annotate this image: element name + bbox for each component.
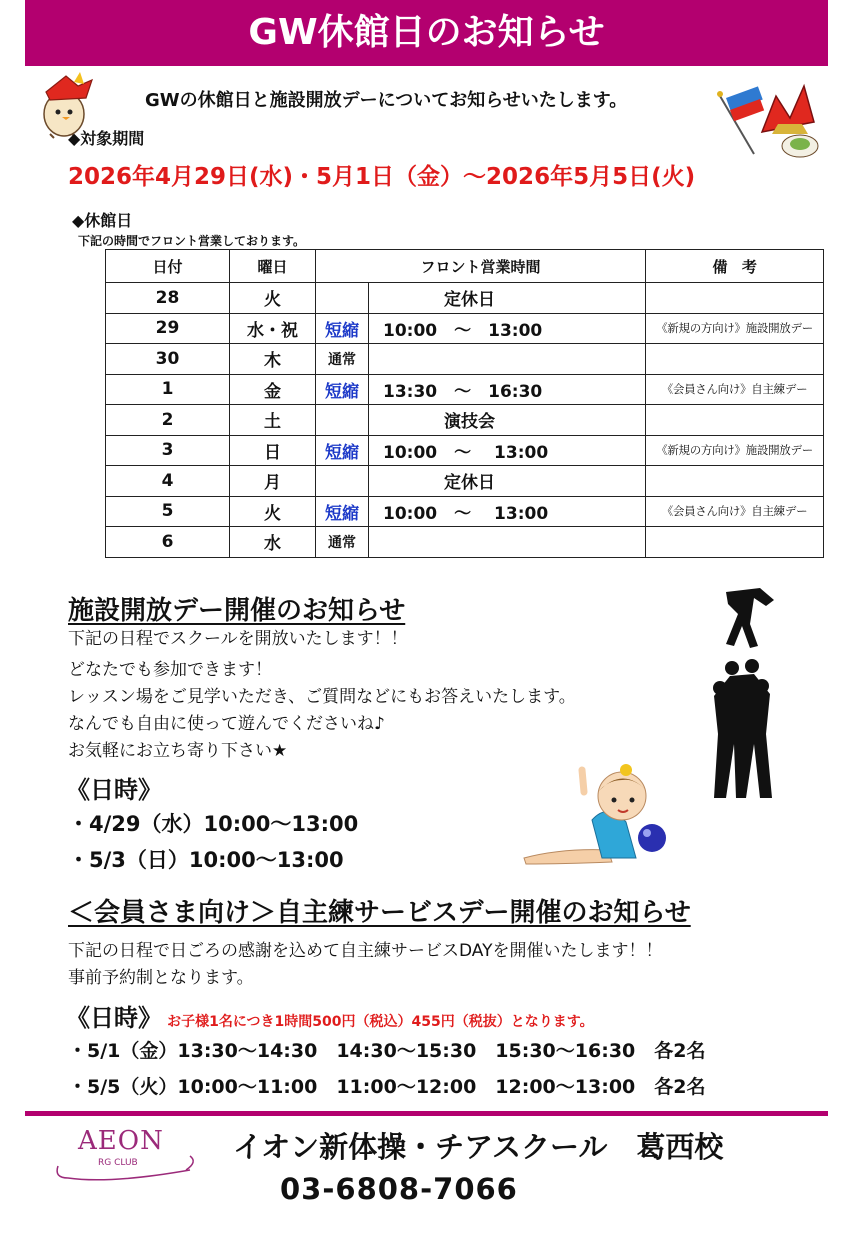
cell-time: 10:00 ～ 13:00 (369, 435, 646, 466)
header-date: 日付 (106, 250, 230, 283)
school-name: イオン新体操・チアスクール 葛西校 (233, 1130, 724, 1164)
open-day-line: レッスン場をご見学いただき、ご質問などにもお答えいたします。 (68, 687, 576, 707)
cell-day: 金 (230, 374, 316, 405)
intro-text: GWの休館日と施設開放デーについてお知らせいたします。 (145, 90, 628, 111)
cell-note: 《会員さん向け》自主練デー (646, 496, 824, 527)
cell-note (646, 405, 824, 436)
cell-date: 6 (106, 527, 230, 558)
member-day-date: ・5/1（金）13:30～14:30 14:30～15:30 15:30～16:30 各2名 (68, 1040, 706, 1062)
cell-note: 《会員さん向け》自主練デー (646, 374, 824, 405)
cell-day: 水・祝 (230, 313, 316, 344)
member-day-line: 下記の日程で日ごろの感謝を込めて自主練サービスDAYを開催いたします！！ (68, 941, 663, 961)
cheer-stunt-silhouette (700, 584, 782, 802)
cell-time (369, 344, 646, 375)
cell-date: 5 (106, 496, 230, 527)
closed-note: 下記の時間でフロント営業しております。 (78, 234, 306, 248)
open-day-when-label: 《日時》 (66, 776, 162, 804)
cell-date: 1 (106, 374, 230, 405)
table-row (106, 405, 824, 436)
cell-date: 3 (106, 435, 230, 466)
cell-mark: 通常 (316, 344, 369, 375)
cell-day: 月 (230, 466, 316, 497)
logo-main-text: AEON (78, 1126, 164, 1156)
cell-date: 28 (106, 283, 230, 314)
open-day-line: お気軽にお立ち寄り下さい★ (68, 741, 288, 761)
header-note: 備 考 (646, 250, 824, 283)
table-row (106, 283, 824, 314)
table-row (106, 344, 824, 375)
cell-time: 定休日 (369, 466, 646, 497)
open-day-line: どなたでも参加できます！ (68, 660, 272, 680)
cell-time: 10:00 ～ 13:00 (369, 313, 646, 344)
table-row (106, 527, 824, 558)
cell-mark: 短縮 (316, 374, 369, 405)
price-note: お子様1名につき1時間500円（税込）455円（税抜）となります。 (167, 1014, 594, 1030)
phone-number: 03-6808-7066 (280, 1172, 518, 1206)
member-day-body (68, 938, 788, 992)
logo-sub-text: RG CLUB (98, 1158, 138, 1168)
cell-note: 《新規の方向け》施設開放デー (646, 313, 824, 344)
cell-time: 13:30 ～ 16:30 (369, 374, 646, 405)
cell-day: 木 (230, 344, 316, 375)
open-day-title: 施設開放デー開催のお知らせ (68, 596, 406, 626)
cell-time: 演技会 (369, 405, 646, 436)
cell-mark (316, 466, 369, 497)
table-row (106, 496, 824, 527)
cell-mark: 短縮 (316, 496, 369, 527)
footer-divider (25, 1111, 828, 1116)
open-day-date: ・5/3（日）10:00～13:00 (68, 848, 344, 872)
cell-mark (316, 405, 369, 436)
table-row (106, 313, 824, 344)
cell-mark: 短縮 (316, 313, 369, 344)
cell-note (646, 283, 824, 314)
cell-note (646, 344, 824, 375)
member-day-when-row (66, 998, 594, 1033)
closed-heading: ◆休館日 (72, 211, 133, 230)
cell-date: 2 (106, 405, 230, 436)
cell-mark: 通常 (316, 527, 369, 558)
cell-day: 水 (230, 527, 316, 558)
period-heading: ◆対象期間 (68, 129, 145, 148)
cell-mark: 短縮 (316, 435, 369, 466)
table-row (106, 466, 824, 497)
cell-note: 《新規の方向け》施設開放デー (646, 435, 824, 466)
cell-date: 29 (106, 313, 230, 344)
kabuto-koinobori-illustration (714, 74, 824, 160)
period-text: 2026年4月29日(水)・5月1日（金）～2026年5月5日(火) (68, 164, 696, 190)
open-day-line: 下記の日程でスクールを開放いたします！！ (68, 629, 408, 649)
cell-time: 10:00 ～ 13:00 (369, 496, 646, 527)
table-header-row (106, 250, 824, 283)
member-day-line: 事前予約制となります。 (68, 968, 254, 988)
cell-note (646, 527, 824, 558)
cell-date: 30 (106, 344, 230, 375)
table-row (106, 374, 824, 405)
page-title: GW休館日のお知らせ (25, 0, 828, 66)
cell-time: 定休日 (369, 283, 646, 314)
table-row (106, 435, 824, 466)
cell-day: 土 (230, 405, 316, 436)
open-day-date: ・4/29（水）10:00～13:00 (68, 812, 359, 836)
cell-date: 4 (106, 466, 230, 497)
cell-day: 火 (230, 283, 316, 314)
cell-day: 日 (230, 435, 316, 466)
open-day-line: なんでも自由に使って遊んでくださいね♪ (68, 714, 385, 734)
member-day-title: ＜会員さま向け＞自主練サービスデー開催のお知らせ (68, 898, 691, 928)
schedule-table (105, 249, 824, 558)
cell-mark (316, 283, 369, 314)
member-day-date: ・5/5（火）10:00～11:00 11:00～12:00 12:00～13:00 各2名 (68, 1076, 706, 1098)
cell-note (646, 466, 824, 497)
header-day: 曜日 (230, 250, 316, 283)
aeon-rg-club-logo (50, 1126, 200, 1184)
open-day-body (68, 626, 628, 765)
cell-time (369, 527, 646, 558)
header-time: フロント営業時間 (316, 250, 646, 283)
cell-day: 火 (230, 496, 316, 527)
member-day-when-label: 《日時》 (66, 1004, 162, 1032)
gymnast-girl-illustration (522, 762, 672, 868)
